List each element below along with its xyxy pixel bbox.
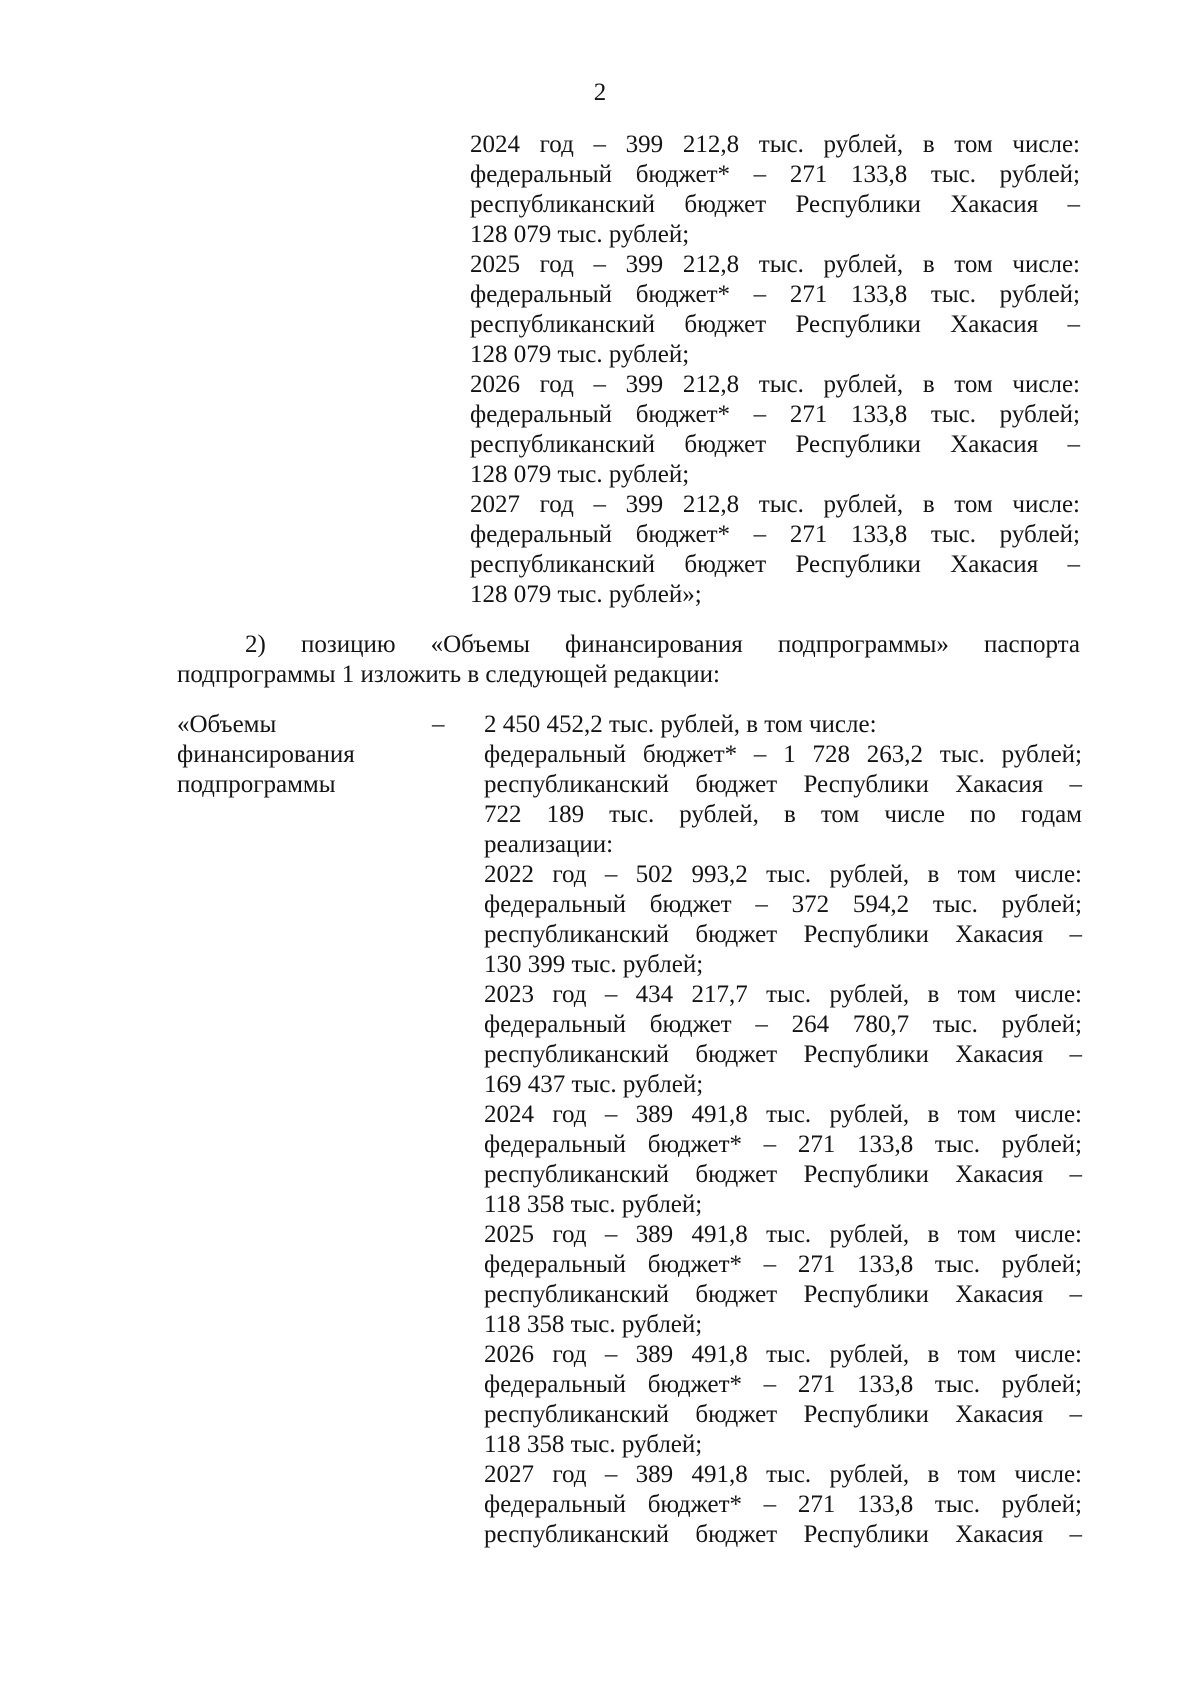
financing-new-edition-line: республиканский бюджет Республики Хакасия –	[484, 771, 1082, 798]
financing-new-edition-line: республиканский бюджет Республики Хакасия –	[484, 1041, 1082, 1068]
financing-new-edition-line: федеральный бюджет – 372 594,2 тыс. рублей;	[484, 891, 1082, 918]
financing-new-edition-line: 722 189 тыс. рублей, в том числе по годам	[484, 801, 1082, 828]
financing-new-edition-line: 169 437 тыс. рублей;	[484, 1071, 704, 1098]
item-2-line-1: 2) позицию «Объемы финансирования подпрограммы» паспорта	[245, 631, 1080, 658]
financing-continuation-line: 128 079 тыс. рублей;	[470, 221, 690, 248]
financing-new-edition-line: республиканский бюджет Республики Хакасия –	[484, 1281, 1082, 1308]
financing-continuation-line: республиканский бюджет Республики Хакасия –	[470, 191, 1080, 218]
financing-new-edition-line: 2 450 452,2 тыс. рублей, в том числе:	[484, 711, 877, 738]
financing-continuation-line: федеральный бюджет* – 271 133,8 тыс. рублей;	[470, 401, 1080, 428]
item-2-paragraph	[177, 630, 1080, 690]
financing-new-edition-line: реализации:	[484, 831, 614, 858]
financing-new-edition-line: 118 358 тыс. рублей;	[484, 1311, 703, 1338]
financing-new-edition-line: 2025 год – 389 491,8 тыс. рублей, в том числе:	[484, 1221, 1082, 1248]
financing-continuation-line: республиканский бюджет Республики Хакасия –	[470, 551, 1080, 578]
financing-new-edition-line: 2022 год – 502 993,2 тыс. рублей, в том числе:	[484, 861, 1082, 888]
financing-new-edition-line: 2026 год – 389 491,8 тыс. рублей, в том числе:	[484, 1341, 1082, 1368]
page-number: 2	[593, 79, 607, 106]
financing-new-edition-line: республиканский бюджет Республики Хакасия –	[484, 1401, 1082, 1428]
financing-new-edition-line: федеральный бюджет* – 271 133,8 тыс. рублей;	[484, 1251, 1082, 1278]
financing-new-edition-line: 118 358 тыс. рублей;	[484, 1191, 703, 1218]
financing-new-edition-line: федеральный бюджет* – 1 728 263,2 тыс. рублей;	[484, 741, 1082, 768]
financing-continuation-line: 2024 год – 399 212,8 тыс. рублей, в том числе:	[470, 131, 1080, 158]
position-label-line: подпрограммы	[177, 771, 336, 798]
financing-continuation-line: 128 079 тыс. рублей»;	[470, 581, 702, 608]
financing-continuation-block	[470, 130, 1080, 610]
financing-new-edition-line: 130 399 тыс. рублей;	[484, 951, 704, 978]
financing-continuation-line: республиканский бюджет Республики Хакасия –	[470, 431, 1080, 458]
financing-new-edition-block	[484, 710, 1082, 1550]
financing-continuation-line: федеральный бюджет* – 271 133,8 тыс. рублей;	[470, 161, 1080, 188]
financing-new-edition-line: 2023 год – 434 217,7 тыс. рублей, в том числе:	[484, 981, 1082, 1008]
financing-new-edition-line: 118 358 тыс. рублей;	[484, 1431, 703, 1458]
financing-continuation-line: федеральный бюджет* – 271 133,8 тыс. рублей;	[470, 521, 1080, 548]
financing-new-edition-line: 2027 год – 389 491,8 тыс. рублей, в том числе:	[484, 1461, 1082, 1488]
position-label-line: «Объемы	[177, 711, 277, 738]
position-label	[177, 710, 417, 800]
financing-new-edition-line: федеральный бюджет* – 271 133,8 тыс. рублей;	[484, 1371, 1082, 1398]
item-2-line-2: подпрограммы 1 изложить в следующей редакции:	[177, 661, 720, 688]
financing-continuation-line: 2026 год – 399 212,8 тыс. рублей, в том числе:	[470, 371, 1080, 398]
financing-new-edition-line: федеральный бюджет – 264 780,7 тыс. рублей;	[484, 1011, 1082, 1038]
financing-continuation-line: 2027 год – 399 212,8 тыс. рублей, в том числе:	[470, 491, 1080, 518]
financing-new-edition-line: федеральный бюджет* – 271 133,8 тыс. рублей;	[484, 1491, 1082, 1518]
financing-new-edition-line: федеральный бюджет* – 271 133,8 тыс. рублей;	[484, 1131, 1082, 1158]
financing-continuation-line: республиканский бюджет Республики Хакасия –	[470, 311, 1080, 338]
position-label-line: финансирования	[177, 741, 355, 768]
financing-continuation-line: 128 079 тыс. рублей;	[470, 461, 690, 488]
financing-new-edition-line: республиканский бюджет Республики Хакасия –	[484, 1521, 1082, 1548]
financing-continuation-line: 128 079 тыс. рублей;	[470, 341, 690, 368]
financing-new-edition-line: республиканский бюджет Республики Хакасия –	[484, 1161, 1082, 1188]
financing-new-edition-line: 2024 год – 389 491,8 тыс. рублей, в том числе:	[484, 1101, 1082, 1128]
financing-continuation-line: федеральный бюджет* – 271 133,8 тыс. рублей;	[470, 281, 1080, 308]
financing-continuation-line: 2025 год – 399 212,8 тыс. рублей, в том числе:	[470, 251, 1080, 278]
position-dash: –	[432, 711, 445, 738]
financing-new-edition-line: республиканский бюджет Республики Хакасия –	[484, 921, 1082, 948]
